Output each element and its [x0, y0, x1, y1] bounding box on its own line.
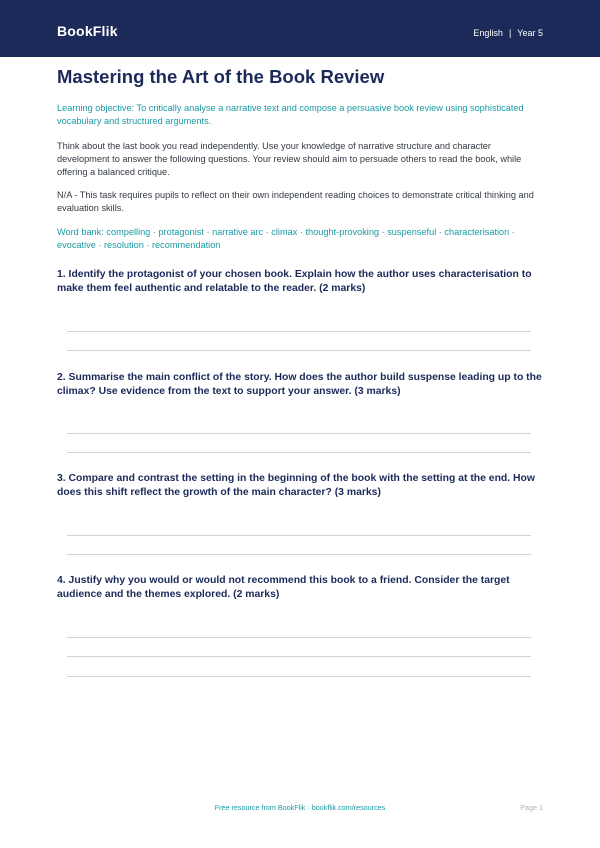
learning-objective: Learning objective: To critically analyse a narrative text and compose a persuasive book review using sophisticated vocabulary and structured arguments. — [57, 103, 524, 126]
header-bar — [0, 0, 600, 57]
answer-line[interactable] — [67, 637, 531, 638]
answer-line[interactable] — [67, 433, 531, 434]
meta-separator: | — [508, 28, 512, 38]
brand-logo-text: BookFlik — [57, 23, 118, 39]
answer-line[interactable] — [67, 676, 531, 677]
question-2: 2. Summarise the main conflict of the story. How does the author build suspense leading up to the climax? Use evidence from the text to support your answer. (3 marks) — [57, 372, 542, 397]
subject-year — [473, 28, 543, 38]
subject-label: English — [473, 28, 503, 38]
answer-line[interactable] — [67, 656, 531, 657]
year-label: Year 5 — [517, 28, 543, 38]
word-bank: Word bank: compelling · protagonist · narrative arc · climax · thought-provoking · suspenseful · characterisation · evocative · resolution · recommendation — [57, 227, 515, 250]
instructions: Think about the last book you read independently. Use your knowledge of narrative structure and character development to answer the following questions. Your review should aim to persuade others to read the book, while offering a balanced critique. — [57, 141, 522, 177]
question-1: 1. Identify the protagonist of your chosen book. Explain how the author uses characterisation to make them feel authentic and relatable to the reader. (2 marks) — [57, 269, 532, 294]
question-3: 3. Compare and contrast the setting in the beginning of the book with the setting at the end. How does this shift reflect the growth of the main character? (3 marks) — [57, 473, 535, 498]
page-title: Mastering the Art of the Book Review — [57, 66, 385, 87]
answer-line[interactable] — [67, 535, 531, 536]
teacher-note: N/A - This task requires pupils to reflect on their own independent reading choices to demonstrate critical thinking and evaluation skills. — [57, 190, 534, 213]
question-4: 4. Justify why you would or would not recommend this book to a friend. Consider the target audience and the themes explored. (2 marks) — [57, 575, 510, 600]
answer-line[interactable] — [67, 350, 531, 351]
answer-line[interactable] — [67, 452, 531, 453]
answer-line[interactable] — [67, 331, 531, 332]
page-number: Page 1 — [520, 803, 543, 812]
worksheet-intro — [57, 66, 543, 252]
answer-line[interactable] — [67, 554, 531, 555]
footer-resource-link[interactable]: Free resource from BookFlik · bookflik.com/resources — [214, 803, 386, 812]
